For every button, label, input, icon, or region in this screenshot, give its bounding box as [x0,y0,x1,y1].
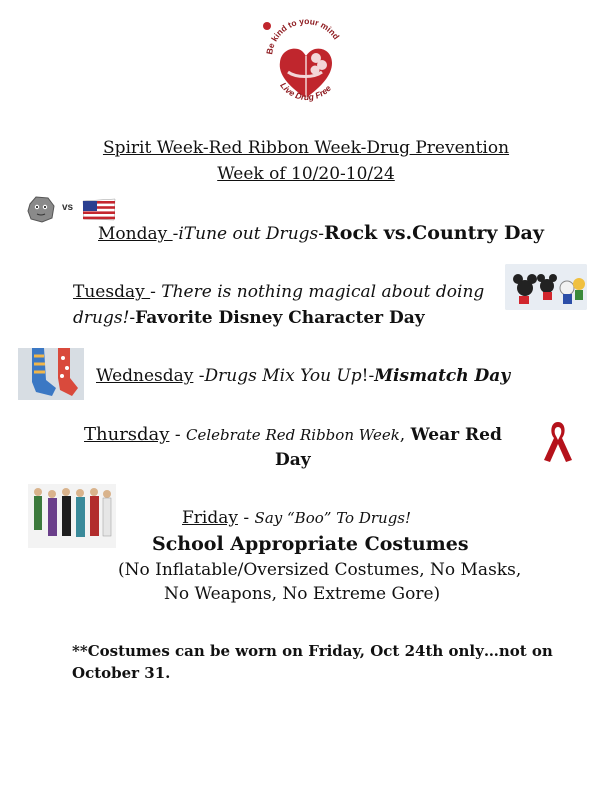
tuesday-line1 [73,282,484,302]
logo-bottom-text: Live Drug Free [278,80,333,103]
costume-note-line2: October 31. [72,664,171,682]
thursday-event-line2: Day [275,450,311,470]
thursday-line1 [84,424,502,445]
costume-note-line1: **Costumes can be worn on Friday, Oct 24th only…not on [72,642,553,660]
logo [258,12,354,118]
tuesday-theme-line2: drugs! [73,308,130,328]
monday-event: Rock vs.Country Day [324,222,544,244]
wednesday-sep2: !- [361,366,375,386]
costume-people-icon [28,484,116,548]
thursday-theme: Celebrate Red Ribbon Week [186,426,400,444]
red-ribbon-illustration [540,416,576,464]
tuesday-event: Favorite Disney Character Day [135,308,425,328]
monday-sep2: - [318,224,324,244]
tuesday-day: Tuesday [73,282,151,302]
wednesday-line [96,366,510,386]
thursday-event-line1: Wear Red [410,425,502,445]
vs-label: vs [62,202,74,213]
monday-theme: iTune out Drugs [178,224,319,244]
friday-sep1: - [237,508,255,528]
svg-text:Be kind to your mind [264,16,341,55]
friday-event: School Appropriate Costumes [152,533,469,555]
monday-day: Monday [98,224,173,244]
friday-line1 [182,508,411,528]
mismatch-socks-photo [18,348,84,400]
tuesday-sep2: - [129,308,136,328]
tuesday-line2 [73,308,425,328]
brain-heart-logo-icon [258,12,354,118]
red-ribbon-icon [540,416,576,464]
mickey-icon [505,264,587,310]
friday-theme: Say “Boo” To Drugs! [254,509,412,527]
page-title: Spirit Week-Red Ribbon Week-Drug Prevention [102,138,510,158]
wednesday-event: Mismatch Day [374,366,511,386]
friday-day: Friday [182,508,238,528]
rock-icon [26,194,56,224]
costumes-photo [28,484,116,548]
wednesday-theme: Drugs Mix You Up [204,366,362,386]
thursday-sep1: - [169,425,187,445]
tuesday-sep1: - [150,282,162,302]
friday-note-line1: (No Inflatable/Oversized Costumes, No Masks, [118,560,522,580]
thursday-sep2: , [399,425,411,445]
page-subtitle: Week of 10/20-10/24 [217,164,395,184]
sock-icon [18,348,84,400]
thursday-day: Thursday [84,424,170,445]
wednesday-day: Wednesday [96,366,194,386]
wednesday-sep1: - [193,366,205,386]
monday-line [98,222,544,244]
monday-sep1: - [172,224,179,244]
disney-characters-photo [505,264,587,310]
logo-top-text: Be kind to your mind [264,15,342,56]
friday-note-line2: No Weapons, No Extreme Gore) [164,584,441,604]
tuesday-theme-line1: There is nothing magical about doing [161,282,485,302]
usa-flag-icon [82,198,116,222]
